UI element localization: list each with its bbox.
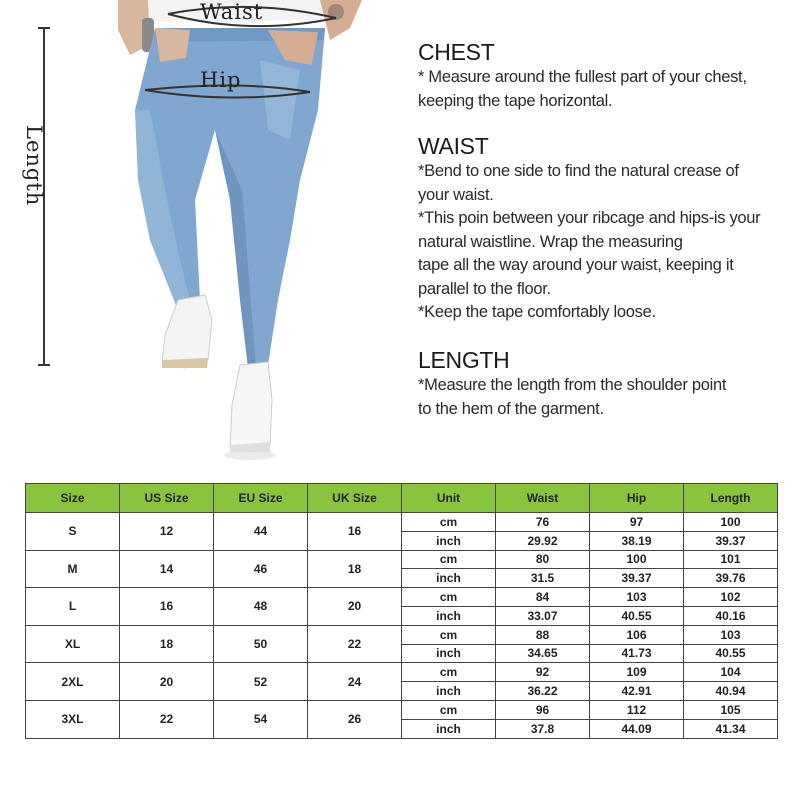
size-chart-table <box>25 483 778 739</box>
right-sneaker <box>230 362 272 452</box>
chest-line: * Measure around the fullest part of your chest, <box>418 68 747 86</box>
waist-heading: WAIST <box>418 133 489 159</box>
size-cell: XL <box>26 625 120 663</box>
uk-size-cell: 26 <box>308 700 402 738</box>
us-size-cell: 14 <box>120 550 214 588</box>
table-header-row <box>26 484 778 513</box>
waist-cell: 36.22 <box>496 682 590 701</box>
hip-cell: 97 <box>590 513 684 532</box>
length-heading: LENGTH <box>418 347 510 373</box>
length-cell: 103 <box>684 625 778 644</box>
hip-measure-label: Hip <box>200 68 242 92</box>
waist-cell: 80 <box>496 550 590 569</box>
left-sneaker <box>162 295 212 368</box>
hip-cell: 38.19 <box>590 531 684 550</box>
chest-line: keeping the tape horizontal. <box>418 91 613 110</box>
uk-size-cell: 22 <box>308 625 402 663</box>
hip-cell: 42.91 <box>590 682 684 701</box>
hip-cell: 100 <box>590 550 684 569</box>
waist-line: tape all the way around your waist, keeping it <box>418 256 734 274</box>
unit-cell: cm <box>402 550 496 569</box>
header-us-size: US Size <box>120 484 214 513</box>
header-waist: Waist <box>496 484 590 513</box>
unit-cell: inch <box>402 569 496 588</box>
waist-cell: 84 <box>496 588 590 607</box>
waist-cell: 37.8 <box>496 719 590 738</box>
unit-cell: cm <box>402 625 496 644</box>
unit-cell: inch <box>402 719 496 738</box>
waist-line: *This poin between your ribcage and hips-is your <box>418 209 761 227</box>
hip-cell: 109 <box>590 663 684 682</box>
size-table-body <box>26 513 778 739</box>
unit-cell: inch <box>402 644 496 663</box>
hip-cell: 39.37 <box>590 569 684 588</box>
header-unit: Unit <box>402 484 496 513</box>
table-row <box>26 513 778 532</box>
us-size-cell: 16 <box>120 588 214 626</box>
eu-size-cell: 54 <box>214 700 308 738</box>
us-size-cell: 22 <box>120 700 214 738</box>
waist-cell: 34.65 <box>496 644 590 663</box>
size-cell: L <box>26 588 120 626</box>
length-cell: 39.76 <box>684 569 778 588</box>
eu-size-cell: 46 <box>214 550 308 588</box>
unit-cell: cm <box>402 663 496 682</box>
header-size: Size <box>26 484 120 513</box>
table-row <box>26 700 778 719</box>
uk-size-cell: 16 <box>308 513 402 551</box>
hip-cell: 112 <box>590 700 684 719</box>
uk-size-cell: 18 <box>308 550 402 588</box>
eu-size-cell: 50 <box>214 625 308 663</box>
waist-cell: 31.5 <box>496 569 590 588</box>
table-row <box>26 550 778 569</box>
waist-line: *Keep the tape comfortably loose. <box>418 303 656 321</box>
header-length: Length <box>684 484 778 513</box>
length-section <box>418 346 726 421</box>
chest-section <box>418 38 747 113</box>
uk-size-cell: 20 <box>308 588 402 626</box>
length-cell: 40.16 <box>684 606 778 625</box>
waist-measure-label: Waist <box>200 0 264 24</box>
chest-heading: CHEST <box>418 39 495 65</box>
length-cell: 100 <box>684 513 778 532</box>
unit-cell: inch <box>402 531 496 550</box>
length-cell: 40.55 <box>684 644 778 663</box>
hip-cell: 40.55 <box>590 606 684 625</box>
hip-cell: 103 <box>590 588 684 607</box>
length-cell: 104 <box>684 663 778 682</box>
header-hip: Hip <box>590 484 684 513</box>
length-measure-label: Length <box>22 125 46 207</box>
uk-size-cell: 24 <box>308 663 402 701</box>
left-hand <box>155 28 190 62</box>
unit-cell: cm <box>402 513 496 532</box>
length-line: *Measure the length from the shoulder point <box>418 376 727 394</box>
waist-line: your waist. <box>418 185 494 204</box>
table-row <box>26 663 778 682</box>
hip-cell: 106 <box>590 625 684 644</box>
waist-section <box>418 132 760 325</box>
size-cell: S <box>26 513 120 551</box>
us-size-cell: 18 <box>120 625 214 663</box>
table-row <box>26 625 778 644</box>
eu-size-cell: 44 <box>214 513 308 551</box>
waist-cell: 33.07 <box>496 606 590 625</box>
size-cell: M <box>26 550 120 588</box>
length-cell: 41.34 <box>684 719 778 738</box>
waist-cell: 76 <box>496 513 590 532</box>
length-line: to the hem of the garment. <box>418 399 604 418</box>
length-cell: 101 <box>684 550 778 569</box>
unit-cell: cm <box>402 588 496 607</box>
waist-line: parallel to the floor. <box>418 279 551 298</box>
waist-line: *Bend to one side to find the natural crease of <box>418 162 739 180</box>
hip-cell: 44.09 <box>590 719 684 738</box>
us-size-cell: 12 <box>120 513 214 551</box>
size-cell: 3XL <box>26 700 120 738</box>
us-size-cell: 20 <box>120 663 214 701</box>
waist-line: natural waistline. Wrap the measuring <box>418 232 683 251</box>
length-cell: 105 <box>684 700 778 719</box>
waist-cell: 88 <box>496 625 590 644</box>
eu-size-cell: 48 <box>214 588 308 626</box>
eu-size-cell: 52 <box>214 663 308 701</box>
unit-cell: inch <box>402 682 496 701</box>
length-cell: 40.94 <box>684 682 778 701</box>
waist-cell: 92 <box>496 663 590 682</box>
waist-cell: 96 <box>496 700 590 719</box>
unit-cell: cm <box>402 700 496 719</box>
unit-cell: inch <box>402 606 496 625</box>
table-row <box>26 588 778 607</box>
length-cell: 39.37 <box>684 531 778 550</box>
hip-cell: 41.73 <box>590 644 684 663</box>
header-uk-size: UK Size <box>308 484 402 513</box>
waist-cell: 29.92 <box>496 531 590 550</box>
length-cell: 102 <box>684 588 778 607</box>
size-cell: 2XL <box>26 663 120 701</box>
header-eu-size: EU Size <box>214 484 308 513</box>
